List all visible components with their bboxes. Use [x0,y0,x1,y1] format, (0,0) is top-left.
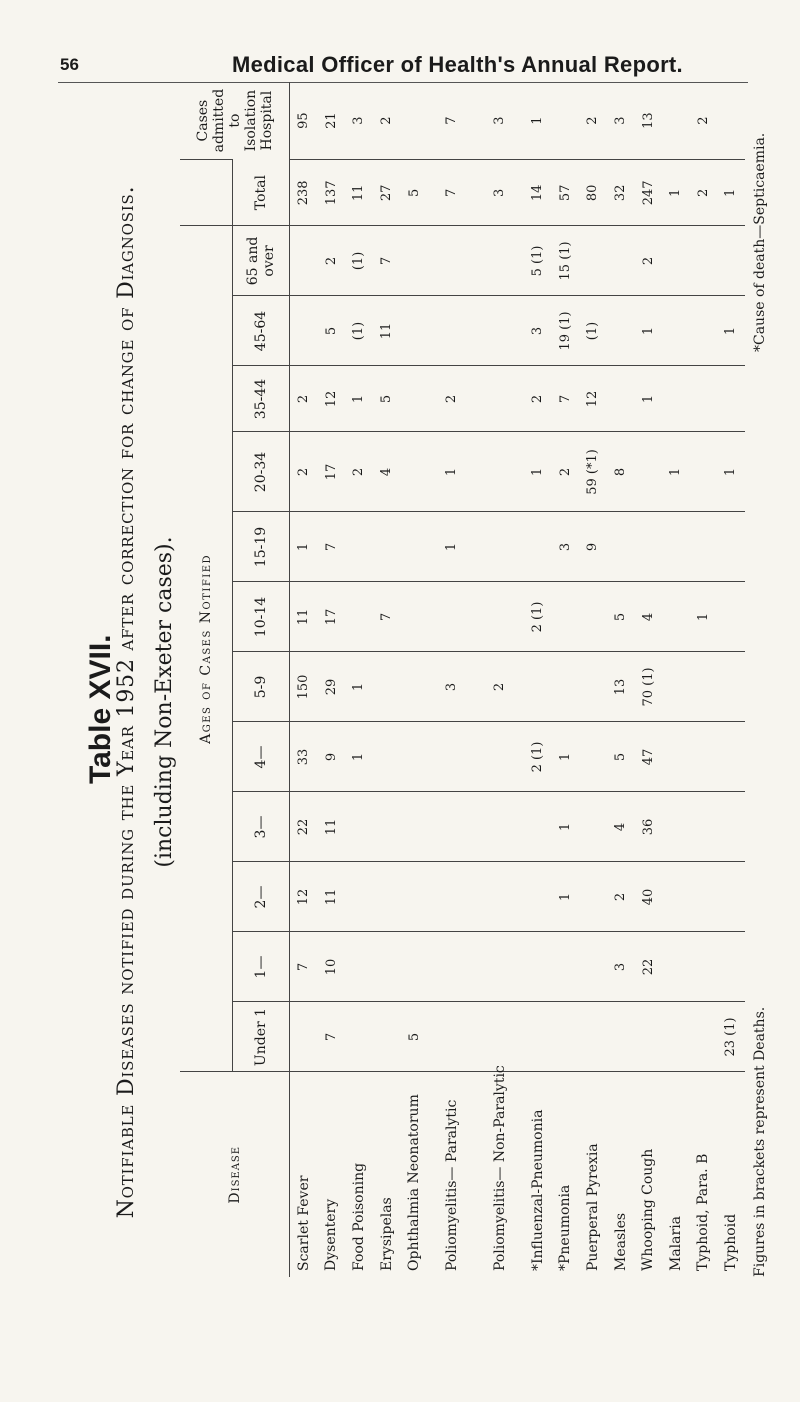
age-count-cell [524,1002,552,1072]
total-cell: 238 [290,160,318,226]
age-count-cell: 13 [607,652,635,722]
isolation-cell [400,82,428,160]
isolation-cell: 2 [379,116,395,125]
age-count-cell [373,792,401,862]
page-number: 56 [60,55,79,74]
age-count-cell [717,366,745,432]
age-count-cell [345,1002,373,1072]
total-cell: 27 [373,160,401,226]
disease-name: Puerperal Pyrexia [579,1072,607,1277]
disease-name: Food Poisoning [345,1072,373,1277]
notifiable-diseases-table [180,82,745,1277]
age-count-cell [428,932,476,1002]
table-row [373,82,401,1277]
age-count-cell [690,652,718,722]
footnote-deaths: Figures in brackets represent Deaths. [752,1006,768,1277]
disease-name: *Influenzal-Pneumonia [524,1072,552,1277]
age-count-cell: 7 [373,582,401,652]
header-disease: Disease [180,1072,290,1277]
age-count-cell: 3 [428,652,476,722]
age-count-cell: 11 [373,296,401,366]
disease-name: Poliomyelitis— Non-Paralytic [476,1072,524,1277]
total-cell: 2 [690,160,718,226]
disease-name: Whooping Cough [634,1072,662,1277]
age-count-cell [400,512,428,582]
age-count-cell [662,792,690,862]
age-count-cell [476,792,524,862]
age-count-cell: 47 [634,722,662,792]
table-row [607,82,635,1277]
table-label: Table XVII. [84,634,117,784]
age-count-cell: 1 [552,862,580,932]
table-row [290,82,318,1277]
age-count-cell: 1 [428,512,476,582]
age-count-cell [717,226,745,296]
age-count-cell [579,932,607,1002]
age-count-cell [662,722,690,792]
header-isolation: Cases admitted to Isolation Hospital [180,82,290,160]
age-count-cell [400,432,428,512]
age-count-cell: 1 [428,432,476,512]
age-count-cell [662,512,690,582]
age-count-cell [552,582,580,652]
header-total-spacer [180,160,233,226]
age-count-cell: 33 [290,722,318,792]
age-count-cell [607,512,635,582]
header-age: 4— [233,722,290,792]
age-count-cell: 4 [634,582,662,652]
age-count-cell: 1 [524,432,552,512]
table-row [476,82,524,1277]
total-cell: 5 [400,160,428,226]
age-count-cell [717,722,745,792]
age-count-cell: 23 (1) [717,1002,745,1072]
age-count-cell: 9 [318,722,346,792]
age-count-cell [607,366,635,432]
age-count-cell [400,226,428,296]
age-count-cell: 3 [552,512,580,582]
age-count-cell [428,862,476,932]
age-count-cell: 1 [634,366,662,432]
isolation-cell: 7 [444,116,460,125]
age-count-cell: 1 [552,722,580,792]
disease-name: Erysipelas [373,1072,401,1277]
table-subtitle: (including Non-Exeter cases). [152,536,177,868]
age-count-cell [662,366,690,432]
age-count-cell [717,862,745,932]
age-count-cell: 15 (1) [552,226,580,296]
age-count-cell [428,722,476,792]
header-total: Total [233,160,290,226]
age-count-cell: 1 [552,792,580,862]
table-row [318,82,346,1277]
age-count-cell [690,432,718,512]
age-count-cell [345,932,373,1002]
age-count-cell [690,932,718,1002]
table-row [428,82,476,1277]
age-count-cell [662,1002,690,1072]
age-count-cell [690,792,718,862]
age-count-cell [579,722,607,792]
age-count-cell [524,652,552,722]
age-count-cell [690,226,718,296]
age-count-cell [662,862,690,932]
total-cell: 32 [607,160,635,226]
isolation-cell: 3 [492,116,508,125]
age-count-cell [690,862,718,932]
age-count-cell: 2 [476,652,524,722]
age-count-cell [662,652,690,722]
age-count-cell: 4 [607,792,635,862]
disease-name: Ophthalmia Neonatorum [400,1072,428,1277]
age-count-cell: 29 [318,652,346,722]
age-count-cell: 2 [290,366,318,432]
age-count-cell [634,1002,662,1072]
header-age: Under 1 [233,1002,290,1072]
age-count-cell [634,432,662,512]
age-count-cell: 8 [607,432,635,512]
age-count-cell: 7 [373,226,401,296]
age-count-cell [345,512,373,582]
age-count-cell [345,582,373,652]
age-count-cell [717,932,745,1002]
age-count-cell: 12 [290,862,318,932]
age-count-cell [345,792,373,862]
age-count-cell [476,226,524,296]
age-count-cell: 2 [290,432,318,512]
age-count-cell [579,1002,607,1072]
age-count-cell [428,296,476,366]
age-count-cell: 19 (1) [552,296,580,366]
disease-name: Measles [607,1072,635,1277]
age-count-cell: 2 [428,366,476,432]
age-count-cell [373,932,401,1002]
disease-name: Poliomyelitis— Paralytic [428,1072,476,1277]
total-cell: 80 [579,160,607,226]
age-count-cell: 12 [318,366,346,432]
age-count-cell: 36 [634,792,662,862]
header-age: 35-44 [233,366,290,432]
age-count-cell: 7 [552,366,580,432]
age-count-cell [476,512,524,582]
age-count-cell: 1 [290,512,318,582]
age-count-cell: 2 (1) [524,722,552,792]
age-count-cell [400,366,428,432]
age-count-cell [373,652,401,722]
age-count-cell [345,862,373,932]
total-cell: 1 [717,160,745,226]
age-count-cell [717,582,745,652]
age-count-cell: 1 [690,582,718,652]
age-count-cell [524,862,552,932]
total-cell: 3 [476,160,524,226]
total-cell: 247 [634,160,662,226]
total-cell: 11 [345,160,373,226]
table-row [662,82,690,1277]
age-count-cell [428,226,476,296]
age-count-cell [607,296,635,366]
total-cell: 1 [662,160,690,226]
age-count-cell: 1 [634,296,662,366]
age-count-cell [717,792,745,862]
age-count-cell [717,652,745,722]
table-row [634,82,662,1277]
table-row [345,82,373,1277]
age-count-cell [428,1002,476,1072]
age-count-cell [690,512,718,582]
header-age: 5-9 [233,652,290,722]
isolation-cell [662,82,690,160]
age-count-cell [690,1002,718,1072]
header-ages-group: Ages of Cases Notified [180,226,233,1072]
running-title: Medical Officer of Health's Annual Report. [232,52,683,77]
age-count-cell: 11 [318,792,346,862]
age-count-cell: 9 [579,512,607,582]
age-count-cell [400,652,428,722]
age-count-cell: 150 [290,652,318,722]
age-count-cell: 1 [717,432,745,512]
age-count-cell [373,1002,401,1072]
age-count-cell [476,862,524,932]
age-count-cell: 5 (1) [524,226,552,296]
footnote-septicaemia: *Cause of death—Septicaemia. [752,132,768,352]
disease-name: Scarlet Fever [290,1072,318,1277]
age-count-cell [552,932,580,1002]
age-count-cell: 2 (1) [524,582,552,652]
age-count-cell: 5 [318,296,346,366]
total-cell: 7 [428,160,476,226]
isolation-cell: 1 [530,116,546,125]
age-count-cell: 40 [634,862,662,932]
age-count-cell [524,512,552,582]
age-count-cell [400,792,428,862]
age-count-cell [552,652,580,722]
age-count-cell [634,512,662,582]
age-count-cell [579,792,607,862]
table-row [579,82,607,1277]
header-age: 15-19 [233,512,290,582]
age-count-cell [662,226,690,296]
age-count-cell: 2 [607,862,635,932]
age-count-cell: 2 [524,366,552,432]
disease-name: Dysentery [318,1072,346,1277]
isolation-cell: 95 [296,112,312,129]
age-count-cell [552,1002,580,1072]
age-count-cell [290,1002,318,1072]
age-count-cell [476,296,524,366]
age-count-cell: 10 [318,932,346,1002]
isolation-cell: 13 [640,112,656,129]
age-count-cell: 70 (1) [634,652,662,722]
age-count-cell: 7 [290,932,318,1002]
age-count-cell [476,432,524,512]
header-age: 2— [233,862,290,932]
age-count-cell: 5 [373,366,401,432]
age-count-cell [579,226,607,296]
age-count-cell [373,512,401,582]
age-count-cell [476,582,524,652]
header-age: 1— [233,932,290,1002]
age-count-cell: 17 [318,432,346,512]
age-count-cell [476,1002,524,1072]
table-row [717,82,745,1277]
isolation-cell: 2 [695,116,711,125]
age-count-cell [476,932,524,1002]
age-count-cell [400,862,428,932]
isolation-cell [717,82,745,160]
age-count-cell: 1 [345,366,373,432]
age-count-cell: 22 [290,792,318,862]
age-count-cell: 2 [634,226,662,296]
age-count-cell: 3 [607,932,635,1002]
age-count-cell [690,366,718,432]
disease-name: Malaria [662,1072,690,1277]
age-count-cell [290,296,318,366]
age-count-cell: 12 [579,366,607,432]
table-row [690,82,718,1277]
header-age: 65 and over [233,226,290,296]
age-count-cell [428,582,476,652]
age-count-cell [690,722,718,792]
age-count-cell [579,652,607,722]
header-age: 10-14 [233,582,290,652]
age-count-cell [476,722,524,792]
age-count-cell [373,862,401,932]
age-count-cell: 4 [373,432,401,512]
header-age: 45-64 [233,296,290,366]
age-count-cell [662,932,690,1002]
age-count-cell [524,792,552,862]
age-count-cell: 5 [400,1002,428,1072]
age-count-cell [662,296,690,366]
age-count-cell [579,582,607,652]
age-count-cell: 22 [634,932,662,1002]
table-row [552,82,580,1277]
total-cell: 14 [524,160,552,226]
age-count-cell [400,582,428,652]
isolation-cell: 3 [613,116,629,125]
isolation-cell: 21 [323,112,339,129]
age-count-cell [428,792,476,862]
isolation-cell: 3 [351,116,367,125]
disease-name: Typhoid, Para. B [690,1072,718,1277]
age-count-cell [690,296,718,366]
age-count-cell: 1 [717,296,745,366]
age-count-cell: (1) [579,296,607,366]
age-count-cell [717,512,745,582]
age-count-cell [400,296,428,366]
age-count-cell [662,582,690,652]
age-count-cell: 59 (*1) [579,432,607,512]
table-row [524,82,552,1277]
age-count-cell: 2 [318,226,346,296]
age-count-cell: 11 [318,862,346,932]
age-count-cell [400,722,428,792]
age-count-cell [607,226,635,296]
total-cell: 137 [318,160,346,226]
age-count-cell: 5 [607,722,635,792]
header-age: 3— [233,792,290,862]
age-count-cell: (1) [345,226,373,296]
age-count-cell: 5 [607,582,635,652]
age-count-cell [579,862,607,932]
age-count-cell [476,366,524,432]
age-count-cell [524,932,552,1002]
total-cell: 57 [552,160,580,226]
age-count-cell: 2 [552,432,580,512]
disease-name: Typhoid [717,1072,745,1277]
age-count-cell: 7 [318,1002,346,1072]
isolation-cell [552,82,580,160]
age-count-cell [373,722,401,792]
age-count-cell: 1 [345,652,373,722]
disease-name: *Pneumonia [552,1072,580,1277]
age-count-cell: 7 [318,512,346,582]
age-count-cell [400,932,428,1002]
age-count-cell: 1 [662,432,690,512]
header-age: 20-34 [233,432,290,512]
age-count-cell: 3 [524,296,552,366]
age-count-cell [290,226,318,296]
age-count-cell: 11 [290,582,318,652]
age-count-cell: 1 [345,722,373,792]
isolation-cell: 2 [585,116,601,125]
table-row [400,82,428,1277]
table-title: Notifiable Diseases notified during the Year 1952 after correction for change of Diagnosis. [114,185,139,1219]
age-count-cell [607,1002,635,1072]
age-count-cell: 17 [318,582,346,652]
age-count-cell: 2 [345,432,373,512]
age-count-cell: (1) [345,296,373,366]
